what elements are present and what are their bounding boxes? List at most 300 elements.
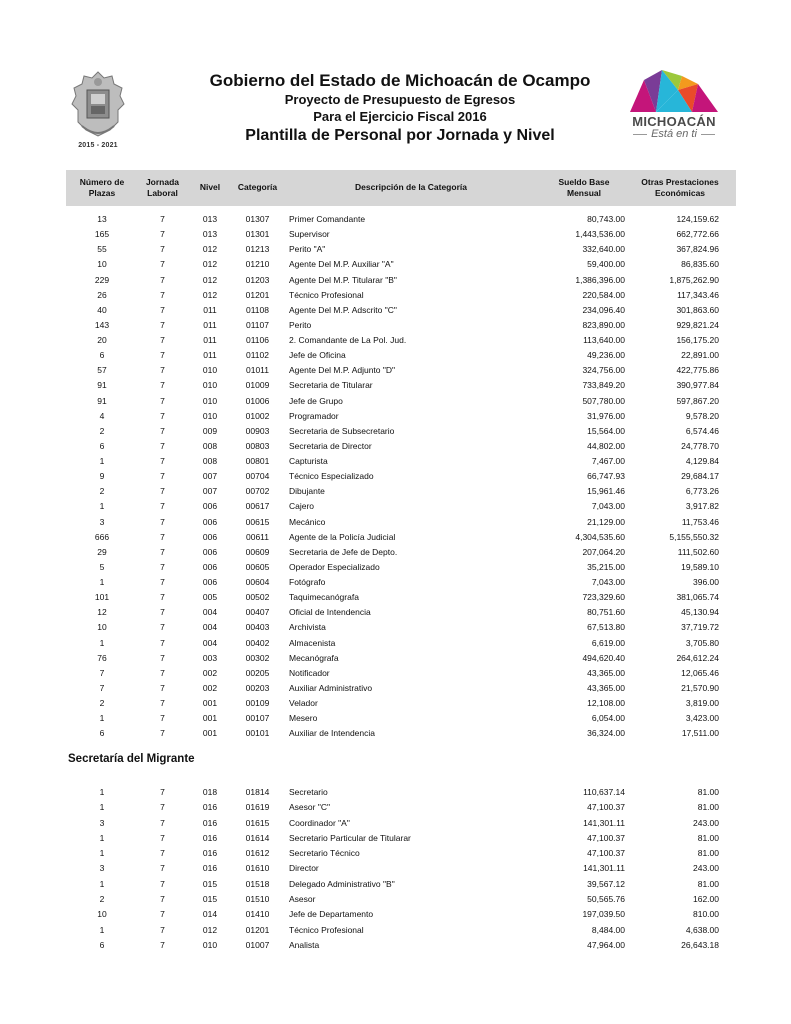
- cell-jornada: 7: [160, 577, 165, 587]
- cell-descripcion: Jefe de Departamento: [289, 909, 374, 920]
- cell-descripcion: Fotógrafo: [289, 577, 326, 587]
- cell-sueldo: 6,619.00: [591, 637, 625, 648]
- page-subtitle-1: Proyecto de Presupuesto de Egresos: [284, 92, 516, 107]
- cell-sueldo: 35,215.00: [587, 561, 625, 572]
- cell-sueldo: 324,756.00: [582, 365, 625, 376]
- cell-descripcion: Secretaria de Director: [289, 440, 372, 451]
- cell-otras: 11,753.46: [681, 516, 719, 527]
- cell-descripcion: 2. Comandante de La Pol. Jud.: [289, 335, 407, 345]
- cell-nivel: 010: [202, 365, 218, 376]
- cell-plazas: 2: [99, 698, 105, 708]
- title-block: [170, 70, 630, 146]
- cell-descripcion: Jefe de Grupo: [289, 395, 343, 406]
- cell-jornada: 7: [160, 471, 165, 482]
- cell-jornada: 7: [160, 486, 165, 497]
- col-header-otras: Otras Prestaciones Económicas: [641, 177, 719, 198]
- cell-plazas: 26: [97, 289, 107, 300]
- table-row: [0, 394, 791, 409]
- page-header: [0, 0, 791, 160]
- cell-otras: 162.00: [693, 894, 719, 905]
- cell-plazas: 1: [99, 787, 105, 797]
- cell-categoria: 01002: [245, 410, 270, 421]
- cell-sueldo: 494,620.40: [582, 652, 625, 663]
- cell-plazas: 10: [97, 259, 107, 270]
- cell-jornada: 7: [160, 878, 165, 889]
- cell-nivel: 011: [203, 319, 217, 330]
- table-row: [0, 378, 791, 393]
- cell-sueldo: 7,043.00: [591, 501, 625, 512]
- cell-nivel: 001: [202, 713, 218, 724]
- cell-plazas: 1: [99, 924, 105, 935]
- cell-descripcion: Secretario: [289, 787, 328, 797]
- cell-descripcion: Oficial de Intendencia: [289, 607, 371, 618]
- cell-plazas: 1: [99, 501, 105, 512]
- cell-otras: 3,819.00: [685, 698, 719, 708]
- cell-plazas: 12: [97, 607, 107, 618]
- cell-plazas: 143: [94, 319, 110, 330]
- cell-jornada: 7: [160, 395, 165, 406]
- cell-categoria: 00609: [245, 546, 270, 557]
- cell-categoria: 01518: [245, 878, 270, 889]
- cell-plazas: 2: [99, 486, 105, 497]
- section-title: Secretaría del Migrante: [68, 753, 195, 765]
- cell-descripcion: Mecánico: [289, 516, 326, 527]
- cell-categoria: 00203: [245, 682, 270, 693]
- table-row: [0, 636, 791, 651]
- table-row: [0, 846, 791, 861]
- cell-sueldo: 4,304,535.60: [575, 531, 625, 542]
- cell-otras: 21,570.90: [681, 682, 719, 693]
- cell-otras: 3,917.82: [685, 501, 719, 512]
- cell-plazas: 1: [99, 456, 105, 466]
- cell-categoria: 01307: [245, 214, 270, 224]
- cell-sueldo: 67,513.80: [587, 622, 625, 633]
- cell-nivel: 010: [202, 939, 218, 950]
- cell-categoria: 00617: [245, 501, 270, 512]
- cell-plazas: 20: [97, 335, 107, 345]
- cell-categoria: 00615: [245, 516, 270, 527]
- cell-nivel: 012: [202, 274, 218, 285]
- cell-nivel: 005: [202, 592, 218, 603]
- cell-nivel: 013: [202, 229, 218, 240]
- cell-plazas: 55: [97, 244, 107, 255]
- col-header-sueldo: Sueldo Base Mensual: [558, 177, 610, 198]
- table-body-migrante: [0, 785, 791, 953]
- cell-sueldo: 15,564.00: [587, 425, 625, 436]
- cell-categoria: 00107: [245, 713, 270, 724]
- cell-jornada: 7: [160, 304, 165, 315]
- table-row: [0, 651, 791, 666]
- cell-nivel: 007: [202, 486, 218, 497]
- cell-jornada: 7: [160, 516, 165, 527]
- cell-nivel: 004: [202, 637, 218, 648]
- coat-of-arms-icon: [68, 70, 128, 142]
- table-row: [0, 681, 791, 696]
- cell-plazas: 1: [99, 577, 105, 587]
- cell-descripcion: Supervisor: [289, 229, 330, 240]
- cell-categoria: 01201: [245, 289, 270, 300]
- cell-nivel: 012: [202, 244, 218, 255]
- table-row: [0, 545, 791, 560]
- cell-otras: 19,589.10: [681, 561, 719, 572]
- cell-categoria: 00803: [245, 440, 270, 451]
- cell-otras: 3,423.00: [685, 713, 719, 724]
- cell-otras: 390,977.84: [676, 380, 719, 391]
- cell-jornada: 7: [160, 909, 165, 920]
- table-row: [0, 605, 791, 620]
- cell-nivel: 006: [202, 561, 218, 572]
- table-row: [0, 257, 791, 272]
- cell-descripcion: Analista: [289, 939, 320, 950]
- cell-descripcion: Cajero: [289, 501, 315, 512]
- cell-categoria: 01610: [245, 863, 270, 874]
- cell-otras: 5,155,550.32: [669, 531, 719, 542]
- cell-jornada: 7: [160, 652, 165, 663]
- cell-descripcion: Primer Comandante: [289, 214, 366, 224]
- cell-sueldo: 39,567.12: [587, 878, 625, 889]
- cell-jornada: 7: [160, 531, 165, 542]
- cell-sueldo: 823,890.00: [582, 319, 625, 330]
- table-row: [0, 288, 791, 303]
- cell-descripcion: Auxiliar de Intendencia: [289, 728, 376, 739]
- cell-categoria: 01213: [245, 244, 270, 255]
- cell-jornada: 7: [160, 667, 165, 678]
- cell-sueldo: 47,100.37: [587, 832, 625, 843]
- table-row: [0, 726, 791, 741]
- table-row: [0, 666, 791, 681]
- cell-nivel: 002: [202, 667, 218, 678]
- cell-jornada: 7: [160, 607, 165, 618]
- cell-categoria: 00702: [245, 486, 270, 497]
- cell-sueldo: 141,301.11: [583, 817, 625, 828]
- cell-jornada: 7: [160, 319, 165, 330]
- table-row: [0, 515, 791, 530]
- cell-descripcion: Agente Del M.P. Adjunto "D": [289, 365, 396, 376]
- cell-descripcion: Dibujante: [289, 486, 325, 497]
- cell-nivel: 016: [202, 863, 218, 874]
- cell-plazas: 91: [97, 380, 107, 391]
- cell-otras: 86,835.60: [681, 259, 719, 270]
- cell-nivel: 004: [202, 622, 218, 633]
- cell-nivel: 015: [202, 894, 218, 905]
- cell-plazas: 3: [99, 516, 105, 527]
- cell-jornada: 7: [160, 289, 165, 300]
- cell-plazas: 1: [99, 713, 105, 724]
- cell-nivel: 009: [202, 425, 218, 436]
- col-header-nivel: Nivel: [199, 182, 221, 192]
- cell-otras: 243.00: [693, 817, 719, 828]
- cell-otras: 422,775.86: [676, 365, 719, 376]
- cell-nivel: 011: [203, 350, 217, 361]
- cell-descripcion: Velador: [289, 698, 318, 708]
- cell-categoria: 00205: [245, 667, 270, 678]
- cell-otras: 22,891.00: [681, 350, 719, 361]
- cell-categoria: 01614: [245, 832, 270, 843]
- cell-jornada: 7: [160, 244, 165, 255]
- cell-otras: 9,578.20: [685, 410, 719, 421]
- cell-descripcion: Agente Del M.P. Adscrito "C": [289, 304, 397, 315]
- cell-categoria: 01106: [245, 335, 269, 345]
- cell-descripcion: Capturista: [289, 456, 328, 466]
- cell-nivel: 003: [202, 652, 218, 663]
- cell-sueldo: 36,324.00: [587, 728, 625, 739]
- cell-descripcion: Asesor: [289, 894, 316, 905]
- cell-plazas: 165: [94, 229, 110, 240]
- cell-sueldo: 1,386,396.00: [575, 274, 625, 285]
- table-row: [0, 439, 791, 454]
- cell-categoria: 01210: [245, 259, 270, 270]
- cell-otras: 4,638.00: [685, 924, 719, 935]
- cell-otras: 396.00: [693, 577, 719, 587]
- table-row: [0, 499, 791, 514]
- cell-descripcion: Secretario Particular de Titularar: [289, 832, 411, 843]
- cell-categoria: 00101: [245, 728, 270, 739]
- cell-otras: 111,502.60: [677, 546, 719, 557]
- table-row: [0, 484, 791, 499]
- cell-jornada: 7: [160, 682, 165, 693]
- cell-descripcion: Agente Del M.P. Auxiliar "A": [289, 259, 394, 270]
- cell-jornada: 7: [160, 229, 165, 240]
- table-row: [0, 273, 791, 288]
- cell-nivel: 006: [202, 546, 218, 557]
- cell-plazas: 40: [97, 304, 107, 315]
- cell-otras: 156,175.20: [676, 335, 719, 345]
- cell-nivel: 013: [202, 214, 218, 224]
- cell-nivel: 004: [202, 607, 218, 618]
- table-row: [0, 620, 791, 635]
- cell-descripcion: Mesero: [289, 713, 318, 724]
- cell-categoria: 01619: [245, 802, 270, 813]
- cell-otras: 81.00: [697, 848, 719, 859]
- cell-otras: 24,778.70: [681, 440, 719, 451]
- cell-plazas: 6: [99, 440, 105, 451]
- cell-jornada: 7: [160, 698, 165, 708]
- table-row: [0, 212, 791, 227]
- table-row: [0, 816, 791, 831]
- cell-plazas: 10: [97, 622, 107, 633]
- cell-plazas: 7: [99, 682, 105, 693]
- cell-plazas: 6: [99, 939, 105, 950]
- cell-categoria: 00604: [245, 577, 270, 587]
- table-row: [0, 711, 791, 726]
- cell-nivel: 010: [202, 380, 218, 391]
- cell-otras: 367,824.96: [676, 244, 719, 255]
- cell-categoria: 00403: [245, 622, 270, 633]
- cell-categoria: 00611: [245, 531, 269, 542]
- cell-sueldo: 21,129.00: [587, 516, 625, 527]
- cell-jornada: 7: [160, 863, 165, 874]
- cell-plazas: 7: [99, 667, 105, 678]
- cell-otras: 124,159.62: [676, 214, 719, 224]
- cell-categoria: 01510: [245, 894, 270, 905]
- cell-jornada: 7: [160, 817, 165, 828]
- col-header-descripcion: Descripción de la Categoría: [355, 182, 467, 192]
- table-row: [0, 877, 791, 892]
- cell-categoria: 00109: [245, 698, 270, 708]
- cell-descripcion: Perito: [289, 319, 312, 330]
- cell-otras: 6,574.46: [685, 425, 719, 436]
- cell-descripcion: Perito "A": [289, 244, 326, 255]
- cell-jornada: 7: [160, 546, 165, 557]
- state-seal: [68, 70, 128, 154]
- table-row: [0, 424, 791, 439]
- seal-years: 2015 - 2021: [78, 142, 118, 149]
- table-row: [0, 907, 791, 922]
- cell-nivel: 007: [202, 471, 218, 482]
- cell-nivel: 012: [202, 259, 218, 270]
- cell-sueldo: 113,640.00: [583, 335, 625, 345]
- cell-jornada: 7: [160, 501, 165, 512]
- cell-otras: 81.00: [697, 878, 719, 889]
- cell-plazas: 3: [99, 863, 105, 874]
- cell-sueldo: 47,964.00: [587, 939, 625, 950]
- cell-nivel: 010: [202, 395, 218, 406]
- cell-descripcion: Director: [289, 863, 319, 874]
- cell-descripcion: Asesor "C": [289, 802, 330, 813]
- cell-jornada: 7: [160, 350, 165, 361]
- cell-categoria: 01410: [245, 909, 270, 920]
- cell-descripcion: Técnico Profesional: [289, 289, 364, 300]
- cell-nivel: 016: [202, 802, 218, 813]
- cell-sueldo: 207,064.20: [582, 546, 625, 557]
- table-row: [0, 696, 791, 711]
- cell-plazas: 3: [99, 817, 105, 828]
- cell-descripcion: Delegado Administrativo "B": [289, 878, 395, 889]
- cell-otras: 381,065.74: [676, 592, 719, 603]
- cell-plazas: 2: [99, 425, 105, 436]
- table-row: [0, 800, 791, 815]
- table-row: [0, 303, 791, 318]
- michoacan-logo: [622, 70, 726, 142]
- page-subtitle-2: Para el Ejercicio Fiscal 2016: [313, 109, 487, 124]
- cell-categoria: 00302: [245, 652, 270, 663]
- table-row: [0, 409, 791, 424]
- cell-nivel: 011: [203, 304, 217, 315]
- cell-plazas: 5: [99, 561, 105, 572]
- cell-otras: 597,867.20: [676, 395, 719, 406]
- cell-descripcion: Archivista: [289, 622, 326, 633]
- cell-jornada: 7: [160, 802, 165, 813]
- cell-otras: 12,065.46: [681, 667, 719, 678]
- cell-nivel: 015: [202, 878, 218, 889]
- cell-categoria: 01201: [245, 924, 270, 935]
- cell-nivel: 002: [202, 682, 218, 693]
- cell-sueldo: 12,108.00: [587, 698, 625, 708]
- logo-tagline: Está en ti: [622, 128, 726, 140]
- cell-sueldo: 80,751.60: [587, 607, 625, 618]
- cell-plazas: 76: [97, 652, 107, 663]
- cell-sueldo: 1,443,536.00: [575, 229, 625, 240]
- cell-jornada: 7: [160, 365, 165, 376]
- cell-jornada: 7: [160, 214, 165, 224]
- cell-nivel: 016: [202, 832, 218, 843]
- cell-categoria: 00502: [245, 592, 270, 603]
- cell-sueldo: 197,039.50: [582, 909, 625, 920]
- page-title: Gobierno del Estado de Michoacán de Ocampo: [209, 71, 591, 90]
- cell-categoria: 01203: [245, 274, 270, 285]
- cell-plazas: 10: [97, 909, 107, 920]
- cell-nivel: 008: [202, 440, 218, 451]
- cell-jornada: 7: [160, 637, 165, 648]
- cell-nivel: 016: [202, 817, 218, 828]
- cell-plazas: 1: [99, 802, 105, 813]
- cell-jornada: 7: [160, 380, 165, 391]
- cell-sueldo: 234,096.40: [582, 304, 625, 315]
- cell-sueldo: 220,584.00: [582, 289, 625, 300]
- cell-jornada: 7: [160, 335, 165, 345]
- cell-categoria: 00605: [245, 561, 270, 572]
- cell-sueldo: 7,467.00: [591, 456, 625, 466]
- table-row: [0, 785, 791, 800]
- cell-sueldo: 8,484.00: [591, 924, 625, 935]
- cell-otras: 929,821.24: [676, 319, 719, 330]
- cell-jornada: 7: [160, 939, 165, 950]
- cell-nivel: 006: [202, 531, 218, 542]
- cell-descripcion: Almacenista: [289, 637, 336, 648]
- cell-descripcion: Notificador: [289, 667, 330, 678]
- cell-descripcion: Auxiliar Administrativo: [289, 682, 373, 693]
- cell-nivel: 006: [202, 501, 218, 512]
- cell-sueldo: 7,043.00: [591, 577, 625, 587]
- cell-sueldo: 6,054.00: [591, 713, 625, 724]
- cell-jornada: 7: [160, 848, 165, 859]
- cell-categoria: 01615: [245, 817, 270, 828]
- cell-plazas: 6: [99, 350, 105, 361]
- cell-categoria: 00402: [245, 637, 270, 648]
- cell-categoria: 01108: [245, 304, 269, 315]
- cell-categoria: 01102: [245, 350, 269, 361]
- cell-jornada: 7: [160, 713, 165, 724]
- table-header: [66, 170, 736, 206]
- cell-jornada: 7: [160, 259, 165, 270]
- cell-descripcion: Jefe de Oficina: [289, 350, 346, 361]
- cell-jornada: 7: [160, 274, 165, 285]
- col-header-plazas: Número de Plazas: [79, 177, 125, 198]
- page-subtitle-3: Plantilla de Personal por Jornada y Nivel: [245, 127, 555, 144]
- cell-descripcion: Técnico Especializado: [289, 471, 374, 482]
- cell-sueldo: 141,301.11: [583, 863, 625, 874]
- cell-otras: 810.00: [693, 909, 719, 920]
- cell-descripcion: Secretario Técnico: [289, 848, 360, 859]
- cell-categoria: 01814: [245, 787, 270, 797]
- cell-jornada: 7: [160, 894, 165, 905]
- cell-sueldo: 43,365.00: [587, 682, 625, 693]
- cell-nivel: 001: [202, 698, 218, 708]
- cell-nivel: 011: [203, 335, 217, 345]
- table-row: [0, 348, 791, 363]
- cell-plazas: 6: [99, 728, 105, 739]
- cell-descripcion: Secretaria de Titularar: [289, 380, 373, 391]
- table-body: [0, 212, 791, 741]
- cell-sueldo: 59,400.00: [587, 259, 625, 270]
- cell-sueldo: 332,640.00: [582, 244, 625, 255]
- cell-descripcion: Programador: [289, 410, 339, 421]
- cell-otras: 29,684.17: [681, 471, 719, 482]
- cell-nivel: 001: [202, 728, 218, 739]
- cell-otras: 81.00: [697, 787, 719, 797]
- cell-plazas: 1: [99, 878, 105, 889]
- table-row: [0, 831, 791, 846]
- cell-otras: 662,772.66: [676, 229, 719, 240]
- cell-otras: 3,705.80: [685, 637, 719, 648]
- cell-categoria: 01301: [245, 229, 270, 240]
- table-row: [0, 227, 791, 242]
- cell-jornada: 7: [160, 832, 165, 843]
- cell-jornada: 7: [160, 924, 165, 935]
- cell-plazas: 1: [99, 637, 105, 648]
- table-row: [0, 560, 791, 575]
- table-row: [0, 333, 791, 348]
